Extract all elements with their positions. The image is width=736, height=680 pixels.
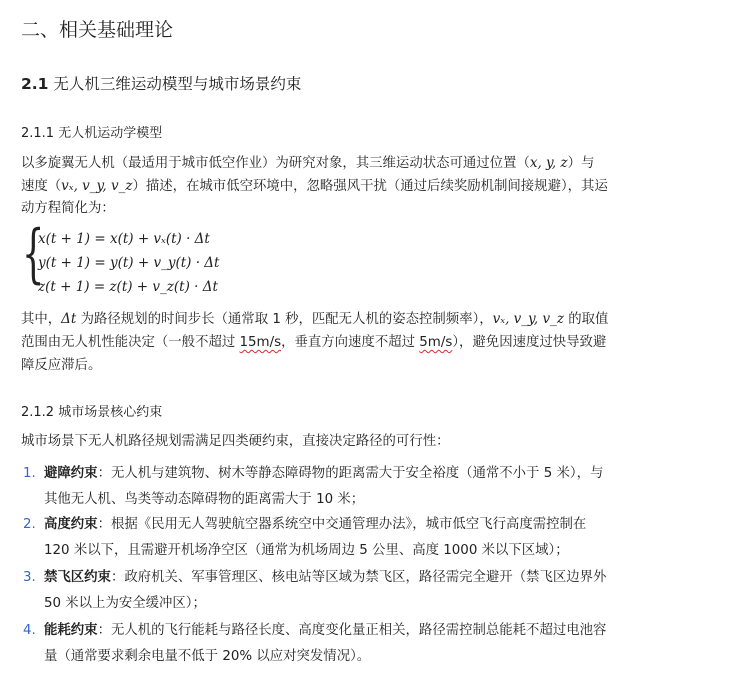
- text-span: ）与: [567, 156, 595, 171]
- text-span: 范围由无人机性能决定（一般不超过: [21, 335, 240, 350]
- list-item: [21, 461, 603, 513]
- equation-brace: {: [22, 217, 45, 291]
- heading-text: 无人机运动学模型: [54, 126, 163, 141]
- list-label: 能耗约束: [44, 623, 98, 638]
- list-text: ：政府机关、军事管理区、核电站等区域为禁飞区，路径需完全避开（禁飞区边界外: [110, 570, 607, 585]
- list-text: ：无人机与建筑物、树木等静态障碍物的距离需大于安全裕度（通常不小于 5 米），与: [97, 466, 604, 481]
- paragraph-timestep-line2: [21, 330, 606, 356]
- math-velocity: vₓ, v_y, v_z: [492, 311, 564, 327]
- text-span: 速度（: [21, 179, 62, 194]
- list-number: 3.: [23, 570, 36, 585]
- heading-number: 2.1.1: [21, 126, 55, 141]
- equation-z: z(t + 1) = z(t) + v_z(t) · Δt: [38, 279, 218, 295]
- list-item: [21, 565, 606, 617]
- text-span: 以多旋翼无人机（最适用于城市低空作业）为研究对象，其三维运动状态可通过位置（: [21, 156, 530, 171]
- list-number: 4.: [23, 623, 36, 638]
- paragraph-timestep-line3: 障反应滞后。: [21, 358, 102, 373]
- paragraph-timestep-line1: [21, 306, 608, 333]
- list-item: [21, 512, 586, 564]
- list-text: ：无人机的飞行能耗与路径长度、高度变化量正相关，路径需控制总能耗不超过电池容: [97, 623, 607, 638]
- list-label: 高度约束: [44, 517, 98, 532]
- subsection-2-1-1-heading: [21, 122, 162, 141]
- list-text: 量（通常要求剩余电量不低于 20% 以应对突发情况）。: [44, 649, 371, 664]
- list-number: 1.: [23, 466, 36, 481]
- text-span: 的取值: [563, 312, 609, 327]
- subsection-2-1-heading: [21, 72, 301, 94]
- heading-number: 2.1.2: [21, 405, 55, 420]
- list-label: 禁飞区约束: [44, 570, 111, 585]
- list-text: 120 米以下，且需避开机场净空区（通常为机场周边 5 公里、高度 1000 米以下区域）；: [44, 543, 569, 558]
- math-velocity: vₓ, v_y, v_z: [61, 178, 133, 194]
- text-span: ）描述，在城市低空环境中，忽略强风干扰（通过后续奖励机制间接规避），其运: [132, 179, 608, 194]
- list-text: 50 米以上为安全缓冲区）；: [44, 596, 206, 611]
- subsection-2-1-2-heading: [21, 401, 162, 420]
- list-text: ：根据《民用无人驾驶航空器系统空中交通管理办法》，城市低空飞行高度需控制在: [97, 517, 587, 532]
- equation-y: y(t + 1) = y(t) + v_y(t) · Δt: [38, 255, 220, 271]
- equation-x: x(t + 1) = x(t) + vₓ(t) · Δt: [38, 231, 210, 247]
- paragraph-kinematics-line3: 动方程简化为：: [21, 201, 115, 216]
- section-title: 二、相关基础理论: [21, 19, 174, 41]
- paragraph-constraints-intro: 城市场景下无人机路径规划需满足四类硬约束，直接决定路径的可行性：: [21, 434, 450, 449]
- heading-number: 2.1: [21, 75, 49, 93]
- math-delta-t: Δt: [61, 311, 77, 327]
- math-position: x, y, z: [529, 155, 568, 171]
- heading-text: 城市场景核心约束: [54, 405, 163, 420]
- spellcheck-word: 5m/s: [419, 335, 453, 350]
- text-span: 为路径规划的时间步长（通常取 1 秒，匹配无人机的姿态控制频率），: [76, 312, 493, 327]
- list-text: 其他无人机、鸟类等动态障碍物的距离需大于 10 米；: [44, 492, 365, 507]
- text-span: 其中，: [21, 312, 62, 327]
- list-item: [21, 618, 606, 670]
- list-label: 避障约束: [44, 466, 98, 481]
- spellcheck-word: 15m/s: [239, 335, 282, 350]
- list-number: 2.: [23, 517, 36, 532]
- heading-text: 无人机三维运动模型与城市场景约束: [48, 75, 302, 93]
- text-span: ），避免因速度过快导致避: [452, 335, 607, 350]
- text-span: ，垂直方向速度不超过: [281, 335, 420, 350]
